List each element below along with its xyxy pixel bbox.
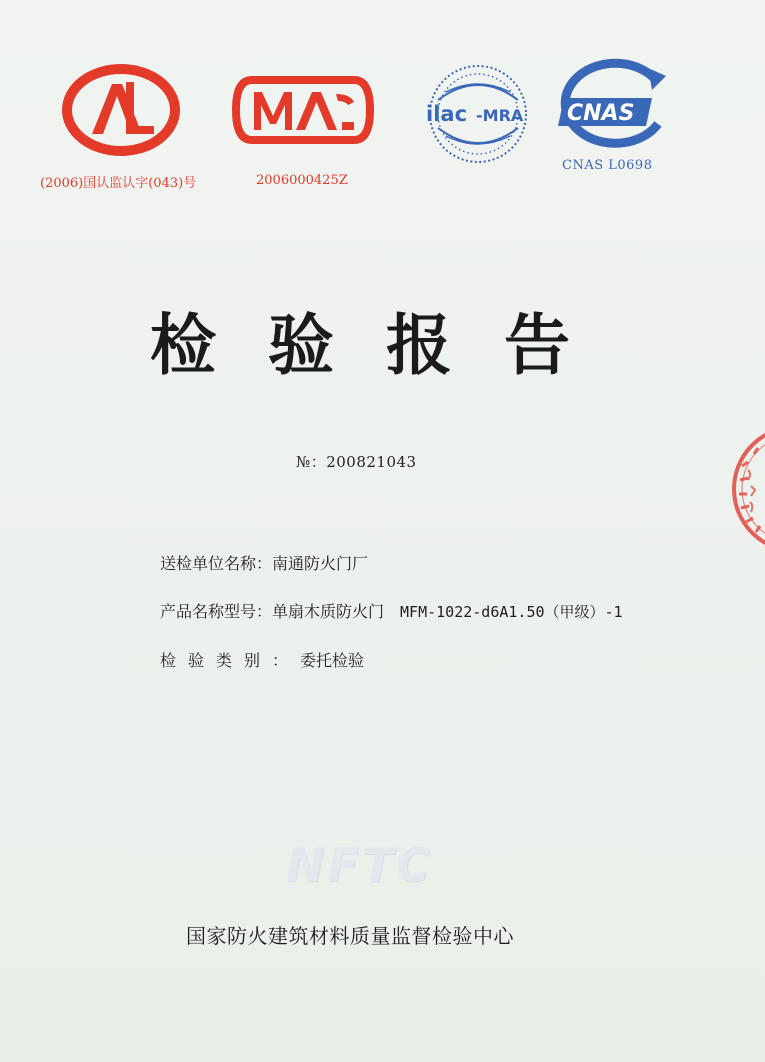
product-model-label: 产品名称型号： (160, 602, 273, 621)
cal-certification-logo (62, 64, 180, 156)
cnas-accreditation-number: CNAS L0698 (562, 158, 653, 173)
client-unit-label: 送检单位名称： (160, 554, 273, 573)
title-char: 报 (386, 307, 452, 384)
product-name-value: 单扇木质防火门 (272, 602, 385, 621)
title-char: 告 (504, 307, 570, 384)
product-model-field (160, 599, 623, 622)
client-unit-field (160, 551, 368, 574)
cma-certification-logo (232, 72, 374, 148)
report-number: №：200821043 (296, 453, 417, 471)
inspection-type-value: 委托检验 (300, 651, 365, 670)
client-unit-value: 南通防火门厂 (272, 554, 369, 573)
report-title (150, 292, 570, 387)
inspection-type-label: 检验类别： (160, 651, 301, 670)
cal-approval-number: (2006)国认监认字(043)号 (40, 176, 197, 191)
issuing-organization: 国家防火建筑材料质量监督检验中心 (186, 924, 514, 948)
official-seal-stamp (718, 414, 765, 564)
cnas-accreditation-logo (548, 56, 670, 154)
title-char: 检 (150, 307, 216, 384)
svg-text:-MRA: -MRA (476, 106, 524, 125)
cma-registration-number: 2006000425Z (256, 173, 348, 188)
svg-text:ilac: ilac (426, 102, 468, 126)
nftc-watermark: NFTC (286, 838, 434, 892)
product-model-value: MFM-1022-d6A1.50（甲级）-1 (400, 603, 623, 621)
svg-text:CNAS: CNAS (567, 101, 635, 126)
inspection-type-field (160, 648, 364, 671)
ilac-mra-logo (424, 60, 532, 168)
title-char: 验 (268, 307, 334, 384)
